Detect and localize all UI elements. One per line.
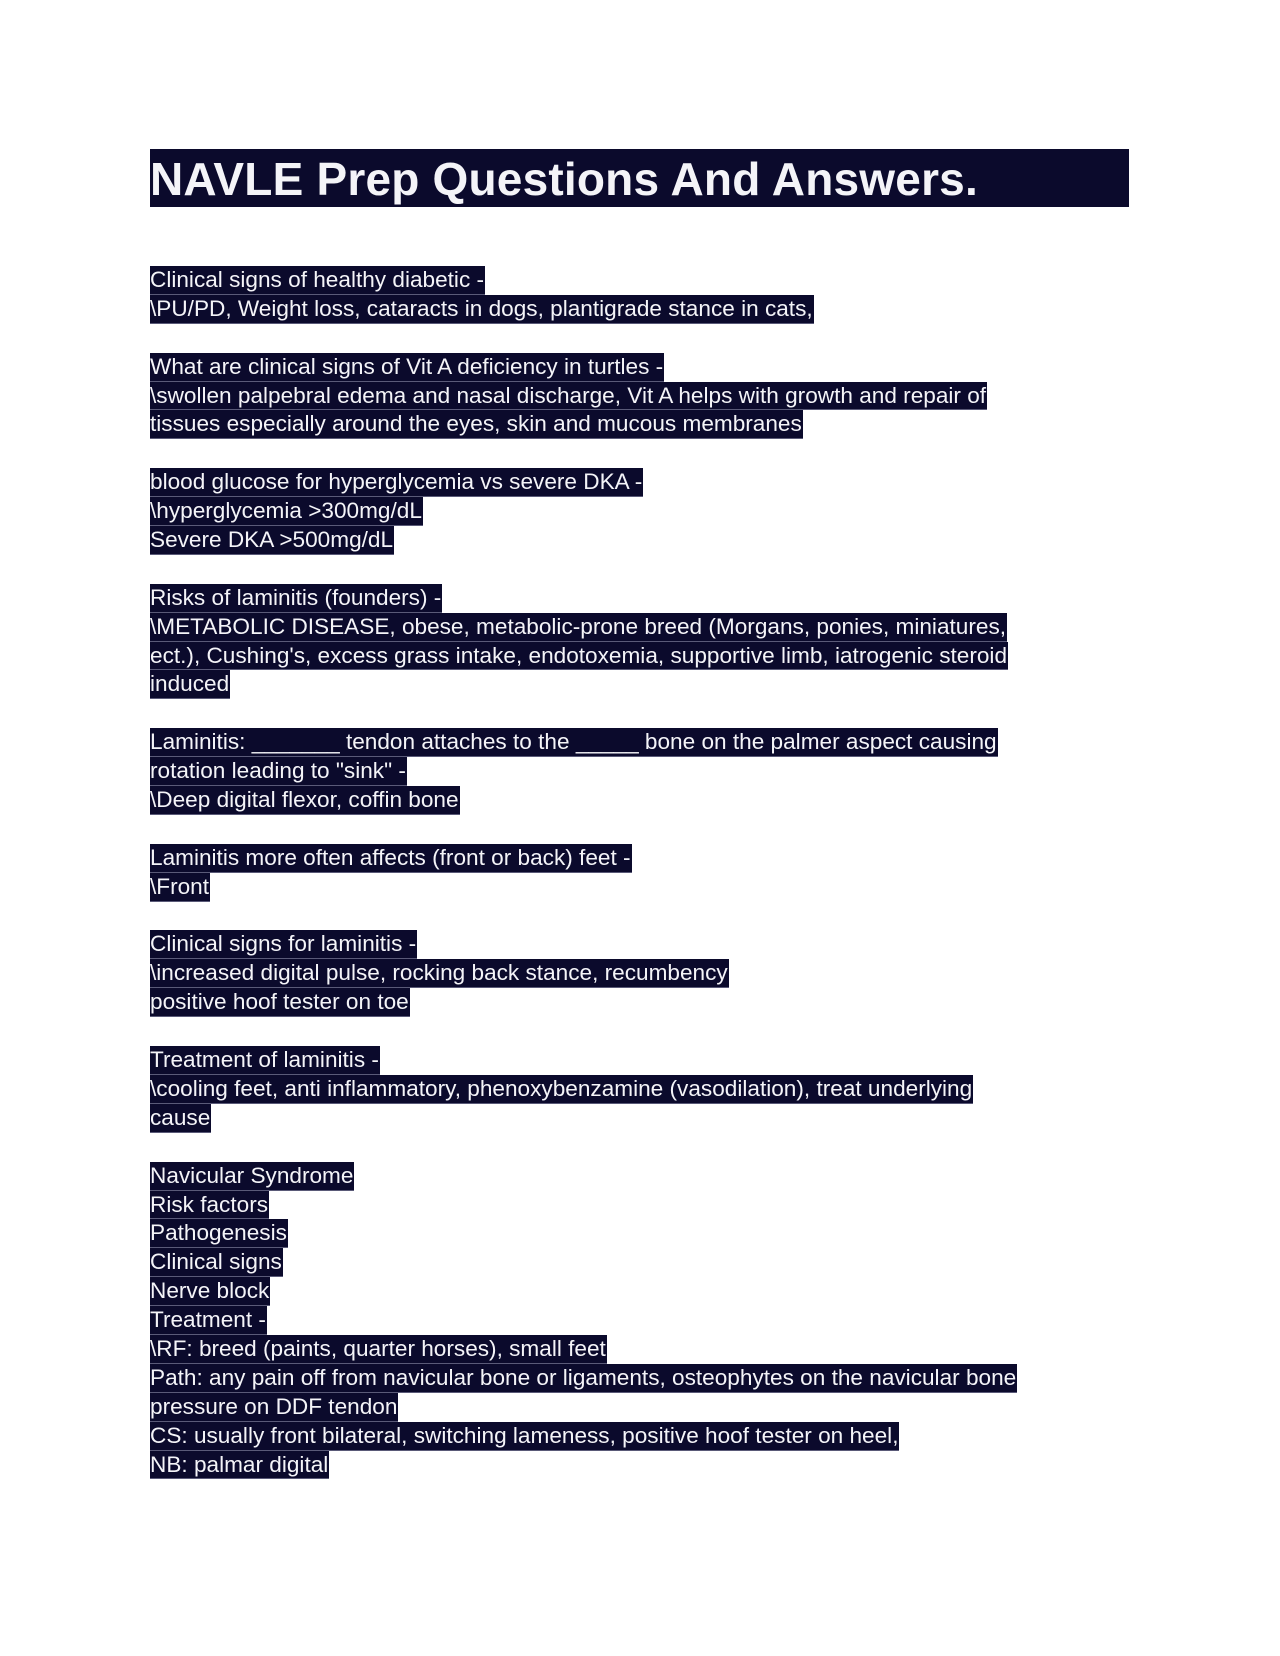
answer-text: \swollen palpebral edema and nasal discharge, Vit A helps with growth and repair of bbox=[150, 382, 987, 411]
qa-entry-blood-glucose bbox=[150, 468, 1130, 555]
answer-text: \METABOLIC DISEASE, obese, metabolic-prone breed (Morgans, ponies, miniatures, bbox=[150, 613, 1007, 642]
answer-text: \Deep digital flexor, coffin bone bbox=[150, 786, 460, 815]
answer-text: \cooling feet, anti inflammatory, phenoxybenzamine (vasodilation), treat underlying bbox=[150, 1075, 973, 1104]
question-text: Clinical signs of healthy diabetic - bbox=[150, 266, 485, 295]
answer-text: induced bbox=[150, 670, 230, 699]
question-text: Navicular Syndrome bbox=[150, 1162, 354, 1191]
qa-entry-laminitis-tendon bbox=[150, 728, 1130, 815]
question-text: What are clinical signs of Vit A deficiency in turtles - bbox=[150, 353, 664, 382]
question-text: blood glucose for hyperglycemia vs severe DKA - bbox=[150, 468, 643, 497]
question-text: Risks of laminitis (founders) - bbox=[150, 584, 442, 613]
answer-text: ect.), Cushing's, excess grass intake, endotoxemia, supportive limb, iatrogenic steroid bbox=[150, 642, 1008, 671]
qa-entry-laminitis-risks bbox=[150, 584, 1130, 700]
qa-entry-navicular bbox=[150, 1162, 1130, 1480]
qa-entry-laminitis-signs bbox=[150, 930, 1130, 1017]
qa-entry-laminitis-treatment bbox=[150, 1046, 1130, 1133]
question-text: Clinical signs for laminitis - bbox=[150, 930, 417, 959]
question-text: Laminitis more often affects (front or back) feet - bbox=[150, 844, 632, 873]
answer-text: positive hoof tester on toe bbox=[150, 988, 410, 1017]
question-text: Clinical signs bbox=[150, 1248, 283, 1277]
answer-text: pressure on DDF tendon bbox=[150, 1393, 398, 1422]
qa-content bbox=[150, 266, 1130, 1508]
qa-entry-laminitis-feet bbox=[150, 844, 1130, 902]
question-text: rotation leading to "sink" - bbox=[150, 757, 407, 786]
answer-text: tissues especially around the eyes, skin and mucous membranes bbox=[150, 410, 803, 439]
question-text: Treatment of laminitis - bbox=[150, 1046, 380, 1075]
question-text: Treatment - bbox=[150, 1306, 267, 1335]
answer-text: \RF: breed (paints, quarter horses), small feet bbox=[150, 1335, 607, 1364]
answer-text: CS: usually front bilateral, switching lameness, positive hoof tester on heel, bbox=[150, 1422, 899, 1451]
answer-text: Path: any pain off from navicular bone or ligaments, osteophytes on the navicular bone bbox=[150, 1364, 1017, 1393]
question-text: Laminitis: _______ tendon attaches to the _____ bone on the palmer aspect causing bbox=[150, 728, 998, 757]
qa-entry-vit-a-turtles bbox=[150, 353, 1130, 440]
question-text: Risk factors bbox=[150, 1191, 269, 1220]
answer-text: \hyperglycemia >300mg/dL bbox=[150, 497, 423, 526]
question-text: Pathogenesis bbox=[150, 1219, 288, 1248]
answer-text: cause bbox=[150, 1104, 211, 1133]
answer-text: Severe DKA >500mg/dL bbox=[150, 526, 394, 555]
qa-entry-diabetic bbox=[150, 266, 1130, 324]
question-text: Nerve block bbox=[150, 1277, 270, 1306]
answer-text: NB: palmar digital bbox=[150, 1451, 329, 1480]
answer-text: \Front bbox=[150, 873, 210, 902]
answer-text: \PU/PD, Weight loss, cataracts in dogs, plantigrade stance in cats, bbox=[150, 295, 814, 324]
document-title: NAVLE Prep Questions And Answers. bbox=[150, 153, 978, 205]
answer-text: \increased digital pulse, rocking back stance, recumbency bbox=[150, 959, 729, 988]
